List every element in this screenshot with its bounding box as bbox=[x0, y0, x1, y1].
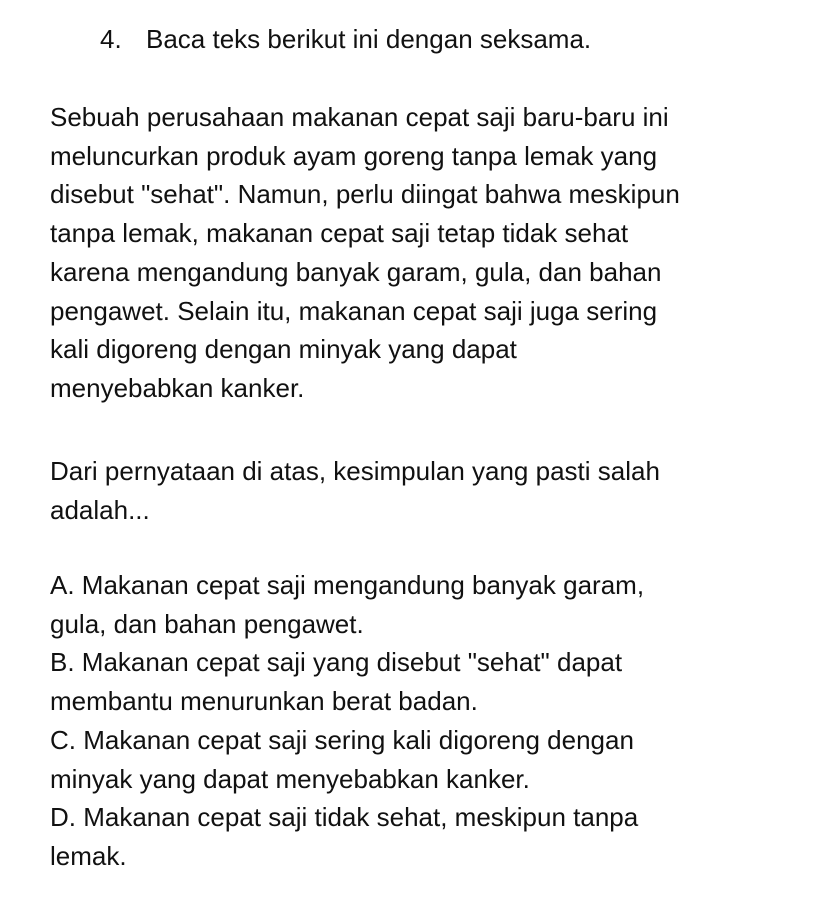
option-b-line: B. Makanan cepat saji yang disebut "sehat" dapat bbox=[50, 647, 623, 678]
option-c-line: C. Makanan cepat saji sering kali digoreng dengan bbox=[50, 724, 634, 755]
passage-line: tanpa lemak, makanan cepat saji tetap tidak sehat bbox=[50, 218, 629, 249]
passage-line: pengawet. Selain itu, makanan cepat saji juga sering bbox=[50, 295, 658, 326]
passage-line: meluncurkan produk ayam goreng tanpa lemak yang bbox=[50, 140, 658, 171]
passage-line: karena mengandung banyak garam, gula, dan bahan bbox=[50, 256, 662, 287]
option-b-line: membantu menurunkan berat badan. bbox=[50, 686, 478, 717]
question-instruction: Baca teks berikut ini dengan seksama. bbox=[146, 24, 592, 54]
option-d bbox=[50, 798, 790, 875]
passage-line: disebut "sehat". Namun, perlu diingat bahwa meskipun bbox=[50, 179, 680, 210]
passage-line: Sebuah perusahaan makanan cepat saji baru-baru ini bbox=[50, 102, 669, 132]
option-a-line: gula, dan bahan pengawet. bbox=[50, 608, 364, 639]
passage-line: menyebabkan kanker. bbox=[50, 372, 305, 403]
question-heading bbox=[100, 22, 591, 56]
option-c-line: minyak yang dapat menyebabkan kanker. bbox=[50, 763, 530, 794]
option-d-line: lemak. bbox=[50, 840, 127, 871]
passage-line: kali digoreng dengan minyak yang dapat bbox=[50, 334, 517, 365]
answer-options bbox=[50, 566, 790, 876]
option-c bbox=[50, 721, 790, 798]
option-b bbox=[50, 643, 790, 720]
option-a bbox=[50, 566, 790, 643]
question-number: 4. bbox=[100, 24, 122, 54]
question-prompt bbox=[50, 452, 790, 529]
prompt-line: adalah... bbox=[50, 494, 150, 525]
prompt-line: Dari pernyataan di atas, kesimpulan yang pasti salah bbox=[50, 456, 660, 486]
option-a-line: A. Makanan cepat saji mengandung banyak garam, bbox=[50, 570, 645, 600]
option-d-line: D. Makanan cepat saji tidak sehat, meskipun tanpa bbox=[50, 802, 639, 833]
passage-text bbox=[50, 98, 790, 408]
